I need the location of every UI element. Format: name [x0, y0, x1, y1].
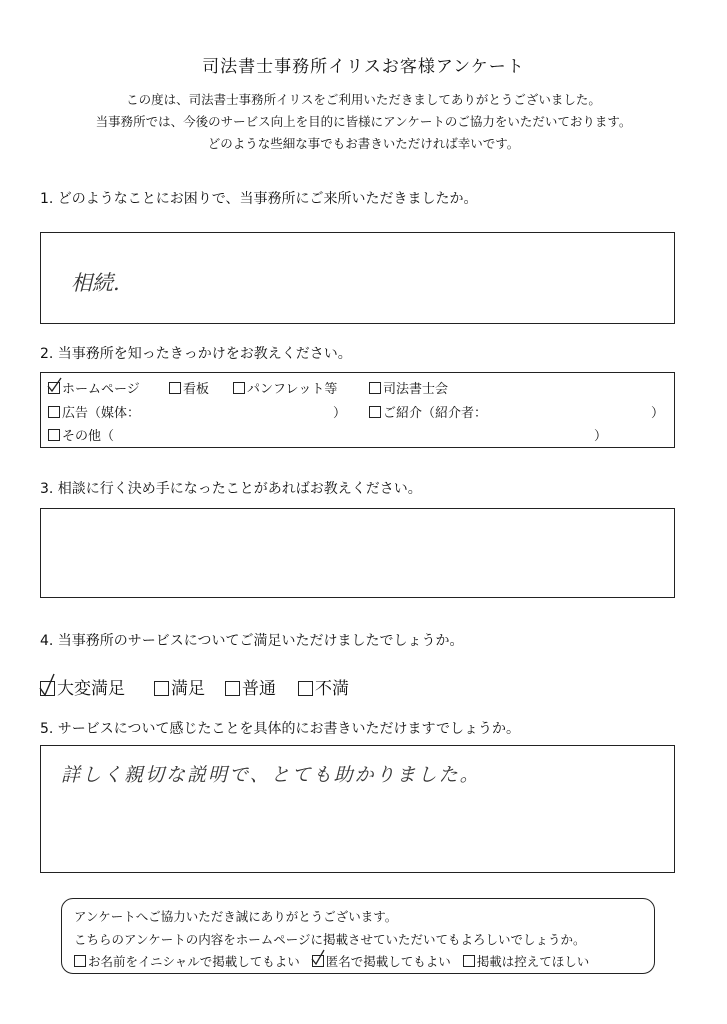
option-anonymous-label: 匿名で掲載してもよい [325, 954, 451, 969]
option-pamphlet-label: パンフレット等 [247, 382, 338, 397]
option-normal[interactable] [225, 674, 276, 699]
checkbox-homepage[interactable] [48, 382, 60, 394]
checkbox-association[interactable] [369, 382, 381, 394]
publication-consent-box [61, 898, 655, 974]
option-referral-label: ご紹介（紹介者： [383, 406, 488, 421]
checkbox-signboard[interactable] [169, 382, 181, 394]
answer-box-1[interactable] [40, 232, 675, 324]
checkbox-referral[interactable] [369, 406, 381, 418]
option-normal-label: 普通 [242, 679, 276, 699]
option-homepage[interactable] [48, 378, 140, 397]
checkbox-initials[interactable] [74, 955, 86, 967]
option-very-satisfied-label: 大変満足 [57, 679, 125, 699]
checkbox-normal[interactable] [225, 681, 240, 696]
option-signboard-label: 看板 [183, 382, 210, 397]
checkmark-icon [47, 377, 63, 393]
option-ad-close: ） [333, 406, 347, 421]
intro-line-1: この度は、司法書士事務所イリスをご利用いただきましてありがとうございました。 [126, 92, 601, 107]
answer-box-5[interactable] [40, 745, 675, 873]
option-referral[interactable] [369, 402, 487, 421]
question-3: 3. 相談に行く決め手になったことがあればお教えください。 [40, 481, 422, 497]
option-referral-close: ） [651, 406, 665, 421]
answer-1-text: 相続. [71, 271, 120, 295]
question-4: 4. 当事務所のサービスについてご満足いただけましたでしょうか。 [40, 633, 464, 649]
checkmark-icon [311, 950, 327, 966]
option-initials[interactable] [74, 954, 300, 969]
option-pamphlet[interactable] [233, 378, 337, 397]
option-initials-label: お名前をイニシャルで掲載してもよい [88, 954, 300, 969]
option-homepage-label: ホームページ [62, 382, 140, 397]
checkbox-decline[interactable] [463, 955, 475, 967]
option-decline-label: 掲載は控えてほしい [476, 954, 590, 969]
checkbox-other[interactable] [48, 429, 60, 441]
option-other-close: ） [594, 429, 608, 444]
question-2: 2. 当事務所を知ったきっかけをお教えください。 [40, 346, 352, 362]
source-options-box [40, 372, 675, 448]
option-anonymous[interactable] [312, 954, 451, 969]
footer-question: こちらのアンケートの内容をホームページに掲載させていただいてもよろしいでしょうか。 [74, 932, 586, 947]
intro-line-3: どのような些細な事でもお書きいただければ幸いです。 [207, 136, 520, 151]
option-other-label: その他（ [62, 429, 115, 444]
option-ad[interactable] [48, 402, 140, 421]
survey-title: 司法書士事務所イリスお客様アンケート [202, 57, 525, 77]
checkbox-ad[interactable] [48, 406, 60, 418]
option-unsatisfied[interactable] [298, 674, 349, 699]
option-association-label: 司法書士会 [383, 382, 449, 397]
checkbox-pamphlet[interactable] [233, 382, 245, 394]
option-ad-label: 広告（媒体： [62, 406, 141, 421]
intro-line-2: 当事務所では、今後のサービス向上を目的に皆様にアンケートのご協力をいただいております。 [95, 114, 632, 129]
checkmark-icon [39, 676, 59, 698]
answer-5-text: 詳しく親切な説明で、とても助かりました。 [61, 764, 481, 786]
checkbox-anonymous[interactable] [312, 955, 324, 967]
option-signboard[interactable] [169, 378, 209, 397]
question-5: 5. サービスについて感じたことを具体的にお書きいただけますでしょうか。 [40, 721, 520, 737]
option-satisfied[interactable] [154, 674, 205, 699]
consent-options-row [74, 952, 589, 970]
option-other[interactable] [48, 425, 114, 444]
option-unsatisfied-label: 不満 [315, 679, 349, 699]
checkbox-very-satisfied[interactable] [40, 681, 55, 696]
footer-thanks: アンケートへご協力いただき誠にありがとうございます。 [74, 909, 398, 924]
option-satisfied-label: 満足 [171, 679, 205, 699]
option-very-satisfied[interactable] [40, 674, 125, 699]
option-association[interactable] [369, 378, 448, 397]
question-1: 1. どのようなことにお困りで、当事務所にご来所いただきましたか。 [40, 191, 478, 207]
checkbox-unsatisfied[interactable] [298, 681, 313, 696]
checkbox-satisfied[interactable] [154, 681, 169, 696]
answer-box-3[interactable] [40, 508, 675, 598]
option-decline[interactable] [463, 954, 590, 969]
